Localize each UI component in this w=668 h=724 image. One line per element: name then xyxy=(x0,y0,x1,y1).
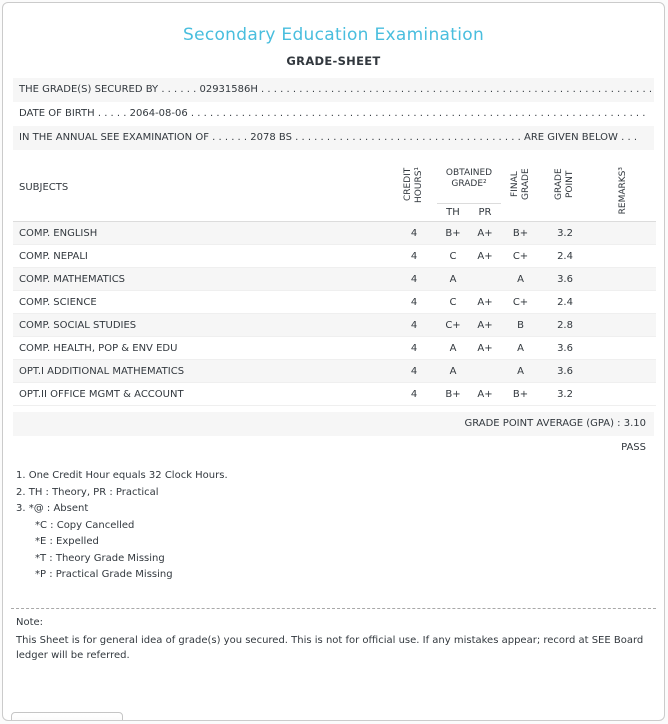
credit-hours-cell: 4 xyxy=(391,291,437,314)
remarks-cell xyxy=(590,291,656,314)
footnote-copy-cancelled: *C : Copy Cancelled xyxy=(35,519,135,531)
credit-hours-cell: 4 xyxy=(391,314,437,337)
grade-point-cell: 2.4 xyxy=(540,291,590,314)
footnote-practical-grade-missing: *P : Practical Grade Missing xyxy=(35,569,173,580)
result-status: PASS xyxy=(621,442,646,453)
note-text: This Sheet is for general idea of grade(s) you secured. This is not for official use. If any mistakes appear; record at SEE Board ledger will be referred. xyxy=(16,635,644,661)
remarks-cell xyxy=(590,383,656,406)
page-title: Secondary Education Examination xyxy=(182,25,485,45)
dashed-divider xyxy=(11,608,656,609)
table-row xyxy=(13,222,656,245)
subject-cell: COMP. SOCIAL STUDIES xyxy=(13,314,391,337)
pr-grade-cell: A+ xyxy=(469,291,501,314)
pr-grade-cell: A+ xyxy=(469,222,501,245)
th-grade-cell: B+ xyxy=(437,222,469,245)
col-header-grade-point xyxy=(540,154,590,222)
remarks-cell xyxy=(590,314,656,337)
subject-cell: COMP. MATHEMATICS xyxy=(13,268,391,291)
subject-cell: COMP. ENGLISH xyxy=(13,222,391,245)
subject-cell: COMP. NEPALI xyxy=(13,245,391,268)
final-grade-cell: B xyxy=(501,314,540,337)
gpa-label: GRADE POINT AVERAGE (GPA) : xyxy=(464,418,621,429)
th-grade-cell: B+ xyxy=(437,383,469,406)
gpa-value: 3.10 xyxy=(623,418,646,429)
th-grade-cell: C+ xyxy=(437,314,469,337)
remarks-cell xyxy=(590,222,656,245)
credit-hours-cell: 4 xyxy=(391,245,437,268)
subject-cell: COMP. HEALTH, POP & ENV EDU xyxy=(13,337,391,360)
table-row xyxy=(13,245,656,268)
remarks-vertical-label: REMARKS³ xyxy=(617,166,628,214)
pr-grade-cell: A+ xyxy=(469,383,501,406)
result-summary xyxy=(13,412,654,460)
col-header-credit-hours xyxy=(391,154,437,222)
grade-point-cell: 3.6 xyxy=(540,337,590,360)
credit-hours-cell: 4 xyxy=(391,222,437,245)
grade-point-cell: 2.8 xyxy=(540,314,590,337)
info-line-date-of-birth: DATE OF BIRTH . . . . . 2064-08-06 . . . . . . . . . . . . . . . . . . . . . . . . . . . . . . . . . . . . . . . . . . . . . . . . . . . . . . . . . . . . . . . . . . . . . . . . xyxy=(19,108,646,119)
grade-sheet-panel xyxy=(2,2,665,721)
final-grade-cell: A xyxy=(501,360,540,383)
credit-hours-cell: 4 xyxy=(391,268,437,291)
th-grade-cell: A xyxy=(437,337,469,360)
table-row xyxy=(13,291,656,314)
final-grade-vertical-label: FINAL GRADE xyxy=(509,168,531,201)
remarks-cell xyxy=(590,337,656,360)
footnote-theory-grade-missing: *T : Theory Grade Missing xyxy=(35,552,165,564)
table-row xyxy=(13,383,656,406)
pr-grade-cell xyxy=(469,360,501,383)
final-grade-cell: B+ xyxy=(501,383,540,406)
bottom-action-button[interactable] xyxy=(11,712,123,721)
footnote-expelled: *E : Expelled xyxy=(35,536,99,547)
grade-point-cell: 3.2 xyxy=(540,383,590,406)
th-grade-cell: C xyxy=(437,291,469,314)
footnote-th-pr: 2. TH : Theory, PR : Practical xyxy=(16,486,159,498)
col-header-pr: PR xyxy=(469,204,501,222)
subject-cell: COMP. SCIENCE xyxy=(13,291,391,314)
footnote-credit-hours: 1. One Credit Hour equals 32 Clock Hours. xyxy=(16,470,228,481)
credit-hours-cell: 4 xyxy=(391,360,437,383)
final-grade-cell: A xyxy=(501,268,540,291)
pr-grade-cell: A+ xyxy=(469,337,501,360)
pr-grade-cell: A+ xyxy=(469,314,501,337)
info-line-examination: IN THE ANNUAL SEE EXAMINATION OF . . . . . . 2078 BS . . . . . . . . . . . . . . . . . . . . . . . . . . . . . . . . . . . . ARE GIVEN BELOW . . . xyxy=(13,126,654,150)
col-header-subjects: SUBJECTS xyxy=(13,154,391,222)
grade-point-vertical-label: GRADE POINT xyxy=(554,168,576,201)
th-grade-cell: A xyxy=(437,268,469,291)
candidate-info xyxy=(13,78,654,150)
final-grade-cell: C+ xyxy=(501,291,540,314)
footnote-absent: 3. *@ : Absent xyxy=(16,503,89,514)
credit-hours-vertical-label: CREDIT HOURS¹ xyxy=(403,166,424,203)
col-header-obtained-grade: OBTAINED GRADE² xyxy=(437,154,501,204)
table-row xyxy=(13,314,656,337)
table-row xyxy=(13,337,656,360)
grade-point-cell: 3.6 xyxy=(540,360,590,383)
grade-point-cell: 3.2 xyxy=(540,222,590,245)
col-header-remarks xyxy=(590,154,656,222)
pr-grade-cell: A+ xyxy=(469,245,501,268)
th-grade-cell: C xyxy=(437,245,469,268)
grade-point-cell: 2.4 xyxy=(540,245,590,268)
note-label: Note: xyxy=(16,617,44,628)
grades-table xyxy=(13,154,656,406)
final-grade-cell: C+ xyxy=(501,245,540,268)
th-grade-cell: A xyxy=(437,360,469,383)
pr-grade-cell xyxy=(469,268,501,291)
table-row xyxy=(13,360,656,383)
remarks-cell xyxy=(590,360,656,383)
col-header-final-grade xyxy=(501,154,540,222)
subject-cell: OPT.II OFFICE MGMT & ACCOUNT xyxy=(13,383,391,406)
table-row xyxy=(13,268,656,291)
remarks-cell xyxy=(590,245,656,268)
col-header-th: TH xyxy=(437,204,469,222)
footnotes xyxy=(16,470,664,580)
subject-cell: OPT.I ADDITIONAL MATHEMATICS xyxy=(13,360,391,383)
gpa-row xyxy=(13,412,654,436)
sheet-subtitle: GRADE-SHEET xyxy=(286,54,381,68)
grades-table-header xyxy=(13,154,656,222)
info-line-secured-by: THE GRADE(S) SECURED BY . . . . . . 02931586H . . . . . . . . . . . . . . . . . . . . . . . . . . . . . . . . . . . . . . . . . . . . . . . . . . . . . . . . . . . . . . xyxy=(13,78,654,102)
final-grade-cell: B+ xyxy=(501,222,540,245)
credit-hours-cell: 4 xyxy=(391,383,437,406)
final-grade-cell: A xyxy=(501,337,540,360)
grade-point-cell: 3.6 xyxy=(540,268,590,291)
credit-hours-cell: 4 xyxy=(391,337,437,360)
note-section xyxy=(16,617,654,663)
remarks-cell xyxy=(590,268,656,291)
